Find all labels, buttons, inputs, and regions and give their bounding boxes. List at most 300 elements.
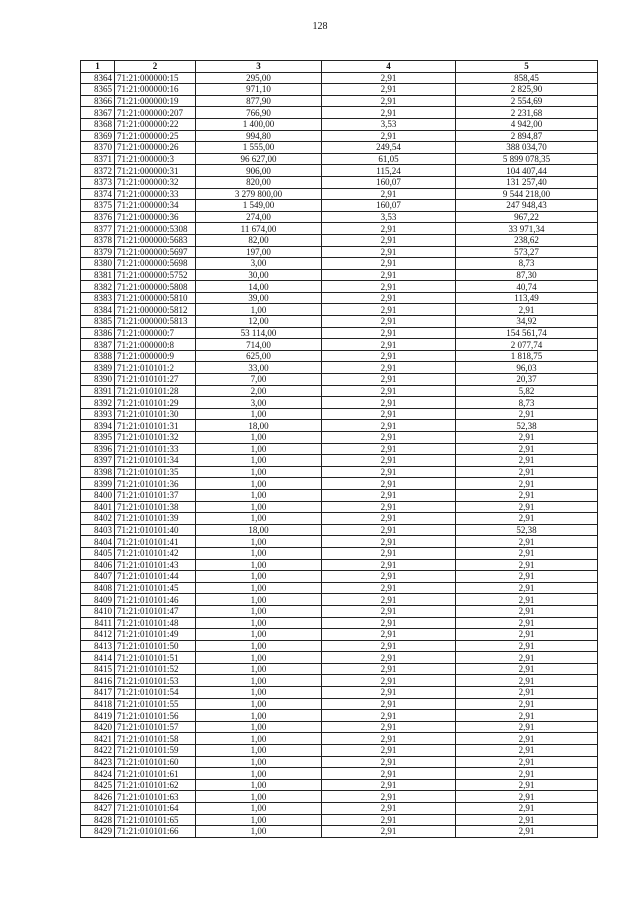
area-value: 96 627,00: [196, 153, 322, 165]
area-value: 1,00: [196, 432, 322, 444]
area-value: 877,90: [196, 95, 322, 107]
table-row: [81, 698, 598, 710]
cadastral-number: 71:21:010101:51: [115, 652, 196, 664]
page-number: 128: [312, 21, 328, 32]
table-row: [81, 234, 598, 246]
rate-value: 2,91: [322, 234, 456, 246]
row-number: 8414: [81, 652, 115, 664]
rate-value: 2,91: [322, 432, 456, 444]
cadastral-number: 71:21:010101:63: [115, 791, 196, 803]
table-row: [81, 710, 598, 722]
row-number: 8393: [81, 408, 115, 420]
table-row: [81, 223, 598, 235]
rate-value: 2,91: [322, 292, 456, 304]
total-value: 858,45: [456, 72, 598, 84]
rate-value: 2,91: [322, 779, 456, 791]
area-value: 1,00: [196, 466, 322, 478]
rate-value: 2,91: [322, 339, 456, 351]
row-number: 8409: [81, 594, 115, 606]
total-value: 2,91: [456, 304, 598, 316]
area-value: 7,00: [196, 374, 322, 386]
cadastral-number: 71:21:010101:32: [115, 432, 196, 444]
total-value: 2,91: [456, 652, 598, 664]
table-row: [81, 107, 598, 119]
row-number: 8416: [81, 675, 115, 687]
total-value: 2,91: [456, 768, 598, 780]
total-value: 2,91: [456, 826, 598, 838]
area-value: 11 674,00: [196, 223, 322, 235]
row-number: 8419: [81, 710, 115, 722]
area-value: 1,00: [196, 304, 322, 316]
area-value: 1,00: [196, 640, 322, 652]
total-value: 8,73: [456, 258, 598, 270]
total-value: 2,91: [456, 582, 598, 594]
cadastral-number: 71:21:010101:59: [115, 745, 196, 757]
rate-value: 2,91: [322, 733, 456, 745]
cadastral-number: 71:21:010101:2: [115, 362, 196, 374]
cadastral-number: 71:21:000000:5698: [115, 258, 196, 270]
row-number: 8423: [81, 756, 115, 768]
total-value: 2,91: [456, 745, 598, 757]
rate-value: 2,91: [322, 501, 456, 513]
area-value: 1,00: [196, 710, 322, 722]
cadastral-number: 71:21:000000:3: [115, 153, 196, 165]
table-row: [81, 675, 598, 687]
area-value: 714,00: [196, 339, 322, 351]
row-number: 8390: [81, 374, 115, 386]
rate-value: 2,91: [322, 698, 456, 710]
table-row: [81, 153, 598, 165]
area-value: 1,00: [196, 826, 322, 838]
row-number: 8392: [81, 397, 115, 409]
rate-value: 3,53: [322, 118, 456, 130]
rate-value: 2,91: [322, 582, 456, 594]
total-value: 2,91: [456, 687, 598, 699]
table-row: [81, 466, 598, 478]
table-row: [81, 374, 598, 386]
total-value: 87,30: [456, 269, 598, 281]
area-value: 30,00: [196, 269, 322, 281]
cadastral-number: 71:21:010101:34: [115, 455, 196, 467]
cadastral-number: 71:21:010101:35: [115, 466, 196, 478]
total-value: 2 894,87: [456, 130, 598, 142]
table-row: [81, 489, 598, 501]
row-number: 8381: [81, 269, 115, 281]
table-row: [81, 791, 598, 803]
area-value: 1,00: [196, 803, 322, 815]
area-value: 1,00: [196, 791, 322, 803]
area-value: 3 279 800,00: [196, 188, 322, 200]
row-number: 8399: [81, 478, 115, 490]
total-value: 573,27: [456, 246, 598, 258]
row-number: 8384: [81, 304, 115, 316]
cadastral-number: 71:21:000000:22: [115, 118, 196, 130]
table-row: [81, 211, 598, 223]
rate-value: 2,91: [322, 547, 456, 559]
table-row: [81, 478, 598, 490]
area-value: 1,00: [196, 443, 322, 455]
row-number: 8398: [81, 466, 115, 478]
area-value: 1,00: [196, 605, 322, 617]
row-number: 8397: [81, 455, 115, 467]
total-value: 20,37: [456, 374, 598, 386]
rate-value: 2,91: [322, 594, 456, 606]
cadastral-number: 71:21:010101:33: [115, 443, 196, 455]
cadastral-number: 71:21:010101:49: [115, 629, 196, 641]
area-value: 1,00: [196, 675, 322, 687]
row-number: 8386: [81, 327, 115, 339]
area-value: 3,00: [196, 397, 322, 409]
total-value: 131 257,40: [456, 176, 598, 188]
row-number: 8367: [81, 107, 115, 119]
total-value: 238,62: [456, 234, 598, 246]
table-row: [81, 652, 598, 664]
table-row: [81, 420, 598, 432]
row-number: 8422: [81, 745, 115, 757]
cadastral-number: 71:21:010101:58: [115, 733, 196, 745]
row-number: 8365: [81, 84, 115, 96]
column-header: 4: [322, 61, 456, 73]
rate-value: 2,91: [322, 756, 456, 768]
total-value: 96,03: [456, 362, 598, 374]
cadastral-number: 71:21:010101:66: [115, 826, 196, 838]
rate-value: 2,91: [322, 768, 456, 780]
cadastral-number: 71:21:010101:54: [115, 687, 196, 699]
cadastral-number: 71:21:010101:27: [115, 374, 196, 386]
area-value: 1,00: [196, 687, 322, 699]
area-value: 1,00: [196, 501, 322, 513]
area-value: 1,00: [196, 768, 322, 780]
row-number: 8420: [81, 721, 115, 733]
area-value: 1,00: [196, 478, 322, 490]
cadastral-number: 71:21:000000:5683: [115, 234, 196, 246]
total-value: 4 942,00: [456, 118, 598, 130]
row-number: 8375: [81, 200, 115, 212]
rate-value: 2,91: [322, 420, 456, 432]
rate-value: 2,91: [322, 455, 456, 467]
total-value: 33 971,34: [456, 223, 598, 235]
row-number: 8373: [81, 176, 115, 188]
total-value: 2 825,90: [456, 84, 598, 96]
table-row: [81, 339, 598, 351]
rate-value: 2,91: [322, 745, 456, 757]
total-value: 154 561,74: [456, 327, 598, 339]
rate-value: 2,91: [322, 223, 456, 235]
row-number: 8412: [81, 629, 115, 641]
cadastral-number: 71:21:000000:7: [115, 327, 196, 339]
table-row: [81, 304, 598, 316]
row-number: 8415: [81, 663, 115, 675]
cadastral-number: 71:21:000000:16: [115, 84, 196, 96]
table-row: [81, 803, 598, 815]
area-value: 1 549,00: [196, 200, 322, 212]
row-number: 8382: [81, 281, 115, 293]
rate-value: 2,91: [322, 188, 456, 200]
cadastral-number: 71:21:000000:5810: [115, 292, 196, 304]
table-row: [81, 571, 598, 583]
table-row: [81, 165, 598, 177]
total-value: 2,91: [456, 779, 598, 791]
total-value: 2,91: [456, 443, 598, 455]
total-value: 2,91: [456, 408, 598, 420]
area-value: 197,00: [196, 246, 322, 258]
rate-value: 160,07: [322, 176, 456, 188]
row-number: 8401: [81, 501, 115, 513]
total-value: 34,92: [456, 316, 598, 328]
area-value: 1 400,00: [196, 118, 322, 130]
cadastral-number: 71:21:010101:39: [115, 513, 196, 525]
register-table: [80, 60, 598, 838]
register-table-body: [81, 61, 598, 838]
rate-value: 2,91: [322, 605, 456, 617]
area-value: 82,00: [196, 234, 322, 246]
cadastral-number: 71:21:010101:60: [115, 756, 196, 768]
rate-value: 115,24: [322, 165, 456, 177]
rate-value: 61,05: [322, 153, 456, 165]
total-value: 8,73: [456, 397, 598, 409]
total-value: 2 554,69: [456, 95, 598, 107]
cadastral-number: 71:21:010101:43: [115, 559, 196, 571]
table-row: [81, 362, 598, 374]
total-value: 52,38: [456, 524, 598, 536]
cadastral-number: 71:21:000000:5752: [115, 269, 196, 281]
area-value: 3,00: [196, 258, 322, 270]
cadastral-number: 71:21:010101:65: [115, 814, 196, 826]
table-row: [81, 779, 598, 791]
area-value: 39,00: [196, 292, 322, 304]
cadastral-number: 71:21:010101:46: [115, 594, 196, 606]
rate-value: 2,91: [322, 559, 456, 571]
cadastral-number: 71:21:000000:33: [115, 188, 196, 200]
area-value: 1,00: [196, 408, 322, 420]
rate-value: 2,91: [322, 536, 456, 548]
table-row: [81, 200, 598, 212]
cadastral-number: 71:21:010101:37: [115, 489, 196, 501]
row-number: 8371: [81, 153, 115, 165]
table-row: [81, 95, 598, 107]
cadastral-number: 71:21:010101:57: [115, 721, 196, 733]
area-value: 1,00: [196, 489, 322, 501]
rate-value: 2,91: [322, 663, 456, 675]
row-number: 8383: [81, 292, 115, 304]
area-value: 14,00: [196, 281, 322, 293]
area-value: 971,10: [196, 84, 322, 96]
rate-value: 2,91: [322, 130, 456, 142]
row-number: 8387: [81, 339, 115, 351]
table-row: [81, 629, 598, 641]
cadastral-number: 71:21:010101:47: [115, 605, 196, 617]
total-value: 967,22: [456, 211, 598, 223]
table-row: [81, 188, 598, 200]
area-value: 53 114,00: [196, 327, 322, 339]
total-value: 5,82: [456, 385, 598, 397]
table-row: [81, 246, 598, 258]
area-value: 1 555,00: [196, 142, 322, 154]
table-row: [81, 269, 598, 281]
rate-value: 2,91: [322, 84, 456, 96]
total-value: 2,91: [456, 466, 598, 478]
area-value: 1,00: [196, 617, 322, 629]
total-value: 2 077,74: [456, 339, 598, 351]
table-row: [81, 536, 598, 548]
rate-value: 2,91: [322, 316, 456, 328]
total-value: 388 034,70: [456, 142, 598, 154]
table-row: [81, 501, 598, 513]
rate-value: 2,91: [322, 571, 456, 583]
area-value: 820,00: [196, 176, 322, 188]
cadastral-number: 71:21:010101:64: [115, 803, 196, 815]
rate-value: 2,91: [322, 385, 456, 397]
total-value: 1 818,75: [456, 350, 598, 362]
rate-value: 2,91: [322, 826, 456, 838]
table-row: [81, 524, 598, 536]
row-number: 8417: [81, 687, 115, 699]
table-row: [81, 826, 598, 838]
row-number: 8388: [81, 350, 115, 362]
rate-value: 2,91: [322, 617, 456, 629]
total-value: 2,91: [456, 547, 598, 559]
cadastral-number: 71:21:000000:207: [115, 107, 196, 119]
row-number: 8427: [81, 803, 115, 815]
table-row: [81, 72, 598, 84]
table-row: [81, 385, 598, 397]
rate-value: 2,91: [322, 327, 456, 339]
area-value: 1,00: [196, 756, 322, 768]
cadastral-number: 71:21:000000:26: [115, 142, 196, 154]
total-value: 2,91: [456, 733, 598, 745]
table-row: [81, 316, 598, 328]
total-value: 2,91: [456, 814, 598, 826]
row-number: 8408: [81, 582, 115, 594]
cadastral-number: 71:21:000000:5308: [115, 223, 196, 235]
rate-value: 2,91: [322, 304, 456, 316]
row-number: 8394: [81, 420, 115, 432]
rate-value: 2,91: [322, 72, 456, 84]
row-number: 8378: [81, 234, 115, 246]
cadastral-number: 71:21:010101:31: [115, 420, 196, 432]
total-value: 52,38: [456, 420, 598, 432]
rate-value: 2,91: [322, 281, 456, 293]
total-value: 2,91: [456, 698, 598, 710]
cadastral-number: 71:21:000000:36: [115, 211, 196, 223]
row-number: 8374: [81, 188, 115, 200]
cadastral-number: 71:21:000000:25: [115, 130, 196, 142]
row-number: 8410: [81, 605, 115, 617]
table-header-row: [81, 61, 598, 73]
rate-value: 2,91: [322, 675, 456, 687]
rate-value: 160,07: [322, 200, 456, 212]
total-value: 113,49: [456, 292, 598, 304]
cadastral-number: 71:21:010101:42: [115, 547, 196, 559]
cadastral-number: 71:21:010101:56: [115, 710, 196, 722]
row-number: 8405: [81, 547, 115, 559]
table-row: [81, 733, 598, 745]
table-row: [81, 559, 598, 571]
area-value: 295,00: [196, 72, 322, 84]
cadastral-number: 71:21:010101:29: [115, 397, 196, 409]
area-value: 1,00: [196, 779, 322, 791]
row-number: 8391: [81, 385, 115, 397]
area-value: 1,00: [196, 814, 322, 826]
cadastral-number: 71:21:010101:50: [115, 640, 196, 652]
table-row: [81, 432, 598, 444]
total-value: 2,91: [456, 640, 598, 652]
row-number: 8369: [81, 130, 115, 142]
total-value: 2,91: [456, 617, 598, 629]
total-value: 2,91: [456, 501, 598, 513]
total-value: 247 948,43: [456, 200, 598, 212]
cadastral-number: 71:21:000000:5813: [115, 316, 196, 328]
cadastral-number: 71:21:010101:41: [115, 536, 196, 548]
rate-value: 2,91: [322, 397, 456, 409]
rate-value: 2,91: [322, 640, 456, 652]
cadastral-number: 71:21:000000:19: [115, 95, 196, 107]
row-number: 8376: [81, 211, 115, 223]
area-value: 1,00: [196, 733, 322, 745]
column-header: 3: [196, 61, 322, 73]
rate-value: 2,91: [322, 107, 456, 119]
total-value: 2,91: [456, 559, 598, 571]
area-value: 1,00: [196, 698, 322, 710]
table-row: [81, 443, 598, 455]
table-row: [81, 605, 598, 617]
cadastral-number: 71:21:000000:5697: [115, 246, 196, 258]
table-row: [81, 176, 598, 188]
total-value: 2,91: [456, 455, 598, 467]
cadastral-number: 71:21:010101:38: [115, 501, 196, 513]
table-row: [81, 408, 598, 420]
row-number: 8428: [81, 814, 115, 826]
total-value: 40,74: [456, 281, 598, 293]
table-row: [81, 814, 598, 826]
total-value: 2,91: [456, 675, 598, 687]
area-value: 1,00: [196, 455, 322, 467]
table-row: [81, 721, 598, 733]
cadastral-number: 71:21:000000:15: [115, 72, 196, 84]
table-row: [81, 594, 598, 606]
row-number: 8406: [81, 559, 115, 571]
total-value: 2,91: [456, 803, 598, 815]
column-header: 5: [456, 61, 598, 73]
area-value: 1,00: [196, 559, 322, 571]
rate-value: 2,91: [322, 443, 456, 455]
row-number: 8372: [81, 165, 115, 177]
row-number: 8426: [81, 791, 115, 803]
total-value: 2,91: [456, 594, 598, 606]
area-value: 1,00: [196, 745, 322, 757]
table-row: [81, 617, 598, 629]
cadastral-number: 71:21:000000:31: [115, 165, 196, 177]
total-value: 2,91: [456, 721, 598, 733]
area-value: 1,00: [196, 594, 322, 606]
row-number: 8413: [81, 640, 115, 652]
row-number: 8380: [81, 258, 115, 270]
row-number: 8429: [81, 826, 115, 838]
row-number: 8364: [81, 72, 115, 84]
cadastral-number: 71:21:010101:44: [115, 571, 196, 583]
row-number: 8366: [81, 95, 115, 107]
row-number: 8389: [81, 362, 115, 374]
cadastral-number: 71:21:010101:40: [115, 524, 196, 536]
total-value: 2,91: [456, 791, 598, 803]
table-row: [81, 640, 598, 652]
rate-value: 249,54: [322, 142, 456, 154]
cadastral-number: 71:21:000000:9: [115, 350, 196, 362]
area-value: 994,80: [196, 130, 322, 142]
row-number: 8370: [81, 142, 115, 154]
total-value: 2,91: [456, 605, 598, 617]
table-row: [81, 745, 598, 757]
